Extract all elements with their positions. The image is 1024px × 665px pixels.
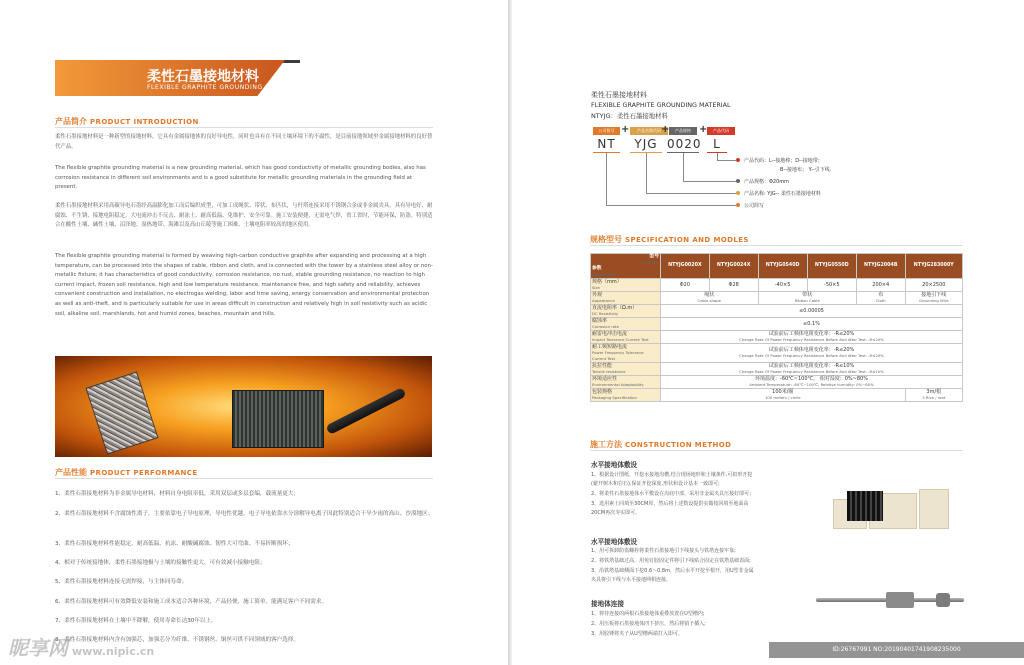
cell-en: Cloth — [875, 298, 886, 303]
connector — [646, 193, 736, 194]
plus-sign: + — [621, 124, 630, 135]
table-cell — [905, 389, 962, 402]
header-param-cell — [591, 254, 661, 279]
connector — [646, 153, 647, 193]
cell-en: Change Rate Of Power Frequency Resistance Before And After Test: -R≤10% — [739, 369, 884, 374]
row-label-cn: 规格（mm） — [592, 279, 622, 285]
table-header-row — [591, 254, 963, 279]
tag-company: 公司简写 — [593, 127, 620, 135]
row-label-cn: 外观 — [592, 292, 603, 298]
intro-paragraph-en-2: The flexible graphite grounding material is formed by weaving high-carbon conductive graphite after expanding and processing at a high temperature, can be processed into the shapes of cable, ribbon and cloth, and is connected with the tower by a stainless steel alloy or non-metallic fixture; it has characteristics of good conductivity, corrosion resistance, no rust, stable grounding resistance, no reaction to high current impact, frozen soil resistance, high and low temperature resistance, maintenance free, and high safety and reliability, achieves convenient construction and installation, no electrogas welding, labor and time saving, energy conservation and environmental protection as well as anti-theft, and is particularly suitable for use in areas difficult in construction and relatively high in soil resistivity such as acidic soil, alkaline soil, marshlands, hot and humid zones, beaches, mountain and hills. — [55, 253, 433, 317]
cell-cn: 绳状 — [704, 292, 715, 298]
legend-dot-spec — [736, 179, 740, 183]
row-label-en: Impact Tolerance Current Test — [592, 337, 649, 342]
row-label-en: Size — [592, 285, 600, 290]
cell-en: Ribbon Cable — [794, 298, 820, 303]
intro-paragraph-cn-1: 柔性石墨接地材料是一种新型的接地材料，它具有金属接地体的良好导电性，同时也具有在不同土壤环境下的不腐性，是目前接地领域里金属接地材料的良好替代产品。 — [55, 134, 433, 150]
code-part-spec: 0020 — [667, 137, 702, 151]
spec-heading — [590, 234, 749, 245]
row-label-cn: 直流电阻率（Ω.m） — [592, 305, 638, 311]
code-model: NTYJG：柔性石墨接地材料 — [591, 112, 668, 120]
step1-title: 水平接地体敷设 — [591, 461, 638, 469]
tag-product-code: 产品代码 — [707, 127, 735, 135]
table-row — [591, 344, 963, 363]
row-label-en: Corrosion rate — [592, 324, 619, 329]
header-model: NTYJG0550D — [807, 254, 856, 279]
table-cell: -50×5 — [807, 279, 856, 292]
cell-en: Change Rate Of Power Frequency Resistance Before And After Test: -R≤20% — [739, 353, 884, 358]
row-label — [591, 318, 661, 331]
cell-cn: 试验前后工频体电阻变化率：-R≤20% — [768, 347, 855, 353]
row-label — [591, 389, 661, 402]
cell-cn: 环境温度：-60℃~100℃。 相对湿度：0%~80% — [755, 376, 868, 382]
table-row — [591, 363, 963, 376]
step1-line: 3、选用素土回填至30CM厚，然后将上述数设提供实做按回填至地面高 — [591, 501, 749, 507]
row-label — [591, 376, 661, 389]
step2-line: 3、沿铁塔基础侧面下挖0.6～0.8m，然后水平开挖至根开，用U型非金属 — [591, 568, 754, 574]
table-row — [591, 318, 963, 331]
connector-clamp — [886, 592, 914, 608]
table-cell — [661, 389, 906, 402]
code-part-name: YJG — [634, 137, 658, 151]
intro-divider — [55, 127, 433, 128]
code-title-cn: 柔性石墨接地材料 — [591, 91, 647, 99]
header-param-cn: 参数 — [592, 266, 602, 271]
intro-heading-en: PRODUCT INTRODUCTION — [90, 118, 199, 126]
table-cell — [905, 292, 962, 305]
connector — [717, 160, 736, 161]
cell-en: Change Rate Of Power Frequency Resistance Before And After Test: -R≤20% — [739, 337, 884, 342]
performance-item: 2、柔性石墨接地材料不含腐蚀性离子，主要依靠电子导电原理，导电性优越。电子导电依靠水分溶解导电离子因此特别适合干旱少雨的高山、沙漠地区； — [55, 511, 434, 517]
cell-cn: 试验前后工频体电阻变化率：-R≤20% — [768, 331, 855, 337]
legend-dot-company — [736, 203, 740, 207]
cell-en: Grounding Wire — [919, 298, 949, 303]
row-label-en: DC Resistivity — [592, 311, 619, 316]
legend-product-code-2: B--接地布； Y--引下线. — [780, 167, 832, 173]
legend-company: 公司简写 — [744, 203, 765, 209]
construction-divider — [590, 450, 963, 451]
performance-item: 7、柔性石墨接地材料在土壤中不降解，使用寿命长达30年以上。 — [55, 618, 217, 624]
header-model: NTYJG283000Y — [905, 254, 962, 279]
graphite-cable-sample — [325, 387, 406, 435]
step2-title: 水平接地体敷设 — [591, 538, 638, 546]
header-model-cn: 型号 — [649, 254, 659, 259]
performance-heading-en: PRODUCT PERFORMANCE — [90, 469, 198, 477]
table-row — [591, 305, 963, 318]
header-model: NTYJG0020X — [661, 254, 710, 279]
connector — [683, 181, 736, 182]
performance-item: 8、柔性石墨接地材料内含有加强芯，加强芯分为纤维、不锈钢丝、铜丝可供不同领域的客户选择。 — [55, 637, 300, 643]
table-row — [591, 389, 963, 402]
performance-heading — [55, 467, 198, 478]
cell-en: Cable shape — [697, 298, 721, 303]
cell-cn: 试验前后工频体电阻变化率：-R≤10% — [768, 363, 855, 369]
row-label — [591, 292, 661, 305]
table-cell — [856, 292, 905, 305]
table-row — [591, 376, 963, 389]
connector — [606, 153, 607, 205]
fixture-block — [919, 489, 949, 529]
banner-title: 柔性石墨接地材料 — [147, 69, 259, 85]
title-banner — [55, 60, 300, 96]
spec-heading-cn: 规格型号 — [590, 235, 622, 244]
table-cell: Φ28 — [709, 279, 758, 292]
table-cell: ≤0.00005 — [661, 305, 963, 318]
cell-cn: 100米/圈 — [772, 389, 794, 395]
legend-spec: 产品规格：Φ20mm — [744, 179, 790, 185]
cell-cn: 3m/根 — [926, 389, 942, 395]
table-cell — [661, 363, 963, 376]
spec-table — [590, 253, 963, 402]
legend-product-code: 产品代码：L--接地棒；D--接地带； — [744, 158, 823, 164]
row-label — [591, 305, 661, 318]
row-label-cn: 环境适应性 — [592, 376, 618, 382]
performance-divider — [55, 478, 433, 479]
table-cell — [758, 292, 856, 305]
watermark-text: 昵享网 — [8, 636, 68, 660]
row-label-en: Tensile resistance — [592, 369, 626, 374]
table-row — [591, 292, 963, 305]
intro-paragraph-cn-2: 柔性石墨接地材料采用高碳导电石墨经高温膨化加工而后编织成型，可加工成绳状、带状、布匹状，与杆塔连接采用不锈钢合金或非金属夹具，具有导电好、耐腐蚀、不生锈、接地电阻稳定，大电流冲击不反击、耐冻土、耐高低温、免维护、安全可靠。施工安装便捷，无需电气焊，省工省时，节能环保，防盗。特别适合在酸性土壤、碱性土壤、沼泽地、湿热地带、海滩以及高山丘陵等施工困难、土壤电阻率较高的地区使用。 — [55, 203, 433, 229]
header-model-en: Part No. — [641, 260, 659, 265]
step1-line: 2、将柔性石墨接地体水平敷设在沟底中部，采用非金属夹具压接好即可； — [591, 491, 755, 497]
legend-dot-product — [736, 158, 740, 162]
row-label-en: Power Frequency Tolerance Current Test — [592, 350, 644, 361]
construction-heading-cn: 施工方法 — [590, 440, 622, 449]
step3-line: 1、将待连接的两根石墨接地体重叠放置在U型槽内; — [591, 611, 705, 617]
performance-item: 1、柔性石墨接地材料为非金属导电材料，材料自身电阻率低，采用双层或多层套编，载流量更大； — [55, 491, 300, 497]
cell-cn: 带状 — [802, 292, 813, 298]
row-label-cn: 抗拉性能 — [592, 363, 613, 369]
step3-title: 接地体连接 — [591, 600, 624, 608]
row-label — [591, 363, 661, 376]
code-title-en: FLEXIBLE GRAPHITE GROUNDING MATERIAL — [591, 101, 731, 109]
construction-heading-en: CONSTRUCTION METHOD — [625, 441, 732, 449]
legend-name: 产品名称: YJG-- 柔性石墨接地材料 — [744, 191, 821, 197]
legend-dot-name — [736, 191, 740, 195]
tag-product-name: 产品名称代码 — [630, 127, 668, 135]
step1-line: 1、根据设计图纸，开挖水接地沟槽,结合现场地形和土壤条件,可拟形开挖 — [591, 472, 753, 478]
product-photo — [55, 356, 432, 457]
table-cell: ≤0.1% — [661, 318, 963, 331]
row-label — [591, 331, 661, 344]
step2-line: 2、将铁塔基础过高，用免钉胶固定件将引下线贴合固定在铁塔基础表面; — [591, 558, 751, 564]
row-label-en: Environmental Adaptability — [592, 382, 644, 387]
table-cell: -40×5 — [758, 279, 807, 292]
code-part-company: NT — [597, 137, 616, 151]
intro-paragraph-en-1: The flexible graphite grounding material is a new grounding material, which has good conductivity of metallic grounding bodies, also has corrosion resistance in different soil environments and is a good substitute for metallic grounding materials in the grounding field at present. — [55, 165, 426, 191]
plus-sign: + — [699, 124, 708, 135]
performance-item: 6、柔性石墨接地材料可有效降低安装和施工成本适合各种环境，产品轻便，施工简单，能满足客户不同需求。 — [55, 599, 328, 605]
construction-heading — [590, 439, 731, 450]
step1-line: (避开树木和岩石),保证开挖深度,形状和设计基本一致即可; — [591, 481, 720, 487]
row-label-en: Packaging Specification — [592, 395, 637, 400]
connector — [717, 153, 718, 160]
cell-en: 3 Rice / root — [922, 395, 946, 400]
step3-line: 3、用胶锤将夹子从U型槽两端打入即可。 — [591, 631, 683, 637]
step1-line: 20CM再次夯实即可。 — [591, 510, 641, 516]
header-model: NTYJG2004B — [856, 254, 905, 279]
row-label-cn: 腐蚀率 — [592, 318, 608, 324]
connector — [683, 153, 684, 181]
graphite-sample — [847, 491, 883, 521]
fixture-image — [833, 485, 950, 537]
connector-clip — [936, 593, 950, 607]
performance-heading-cn: 产品性能 — [55, 468, 87, 477]
table-cell — [661, 292, 759, 305]
row-label-cn: 耐雷电冲击电流 — [592, 331, 628, 337]
banner-subtitle: FLEXIBLE GRAPHITE GROUNDING MATERIAL — [147, 84, 300, 91]
table-row — [591, 331, 963, 344]
row-label-cn: 包装规格 — [592, 389, 613, 395]
performance-item: 3、柔性石墨接地材料性能稳定，耐高低温、抗冻、耐酸碱腐蚀、韧性大可弯曲、不易折断损坏； — [55, 541, 294, 547]
header-model: NTYJG0024X — [709, 254, 758, 279]
table-row — [591, 279, 963, 292]
row-label — [591, 279, 661, 292]
header-model: NTYJG0540D — [758, 254, 807, 279]
code-part-product: L — [713, 137, 721, 151]
step3-line: 2、用压板将石墨接地体四下挤压，然后将销子插入; — [591, 621, 706, 627]
table-cell: Φ20 — [661, 279, 710, 292]
table-cell — [661, 331, 963, 344]
spec-divider — [590, 245, 963, 246]
connector-image — [816, 590, 964, 610]
plus-sign: + — [661, 124, 670, 135]
row-label-en: Appearance — [592, 298, 615, 303]
watermark-url: www.nipic.cn — [72, 645, 155, 658]
tag-spec: 产品规格 — [669, 127, 697, 135]
image-id-footer: ID:26767991 NO:20190401741908235000 — [769, 642, 1024, 658]
connector — [606, 205, 736, 206]
table-cell: 200×4 — [856, 279, 905, 292]
step2-line: 夹具将引下线与水平接地网相连接。 — [591, 577, 672, 583]
cell-en: 100 meters / circle — [764, 395, 801, 400]
intro-heading — [55, 116, 199, 127]
page-fold — [508, 0, 512, 665]
header-param-en: parameter — [592, 272, 615, 277]
graphite-ribbon-sample — [86, 371, 159, 454]
cell-cn: 布 — [878, 292, 884, 298]
table-cell — [661, 344, 963, 363]
cell-cn: 接地引下线 — [921, 292, 947, 298]
performance-item: 5、柔性石墨接地材料连接无需焊接，与主体同寿命； — [55, 579, 188, 585]
intro-heading-cn: 产品简介 — [55, 117, 87, 126]
row-label — [591, 344, 661, 363]
step2-line: 1、用可拆卸防盗螺栓将柔性石墨接地引下线接头与铁塔连接牢靠; — [591, 548, 736, 554]
graphite-cloth-sample — [232, 390, 324, 448]
spec-heading-en: SPECIFICATION AND MODLES — [625, 236, 749, 244]
row-label-cn: 耐工频短路电流 — [592, 344, 628, 350]
table-cell — [661, 376, 963, 389]
performance-item: 4、相对于传统接地体，柔性石墨接地极与土壤的接触性更大，可有效减小接触电阻； — [55, 560, 266, 566]
cell-en: Ambient Temperature: -60℃~100℃, Relative humidity: 0%~80% — [749, 382, 874, 387]
watermark — [8, 632, 154, 661]
table-cell: 20×2500 — [905, 279, 962, 292]
